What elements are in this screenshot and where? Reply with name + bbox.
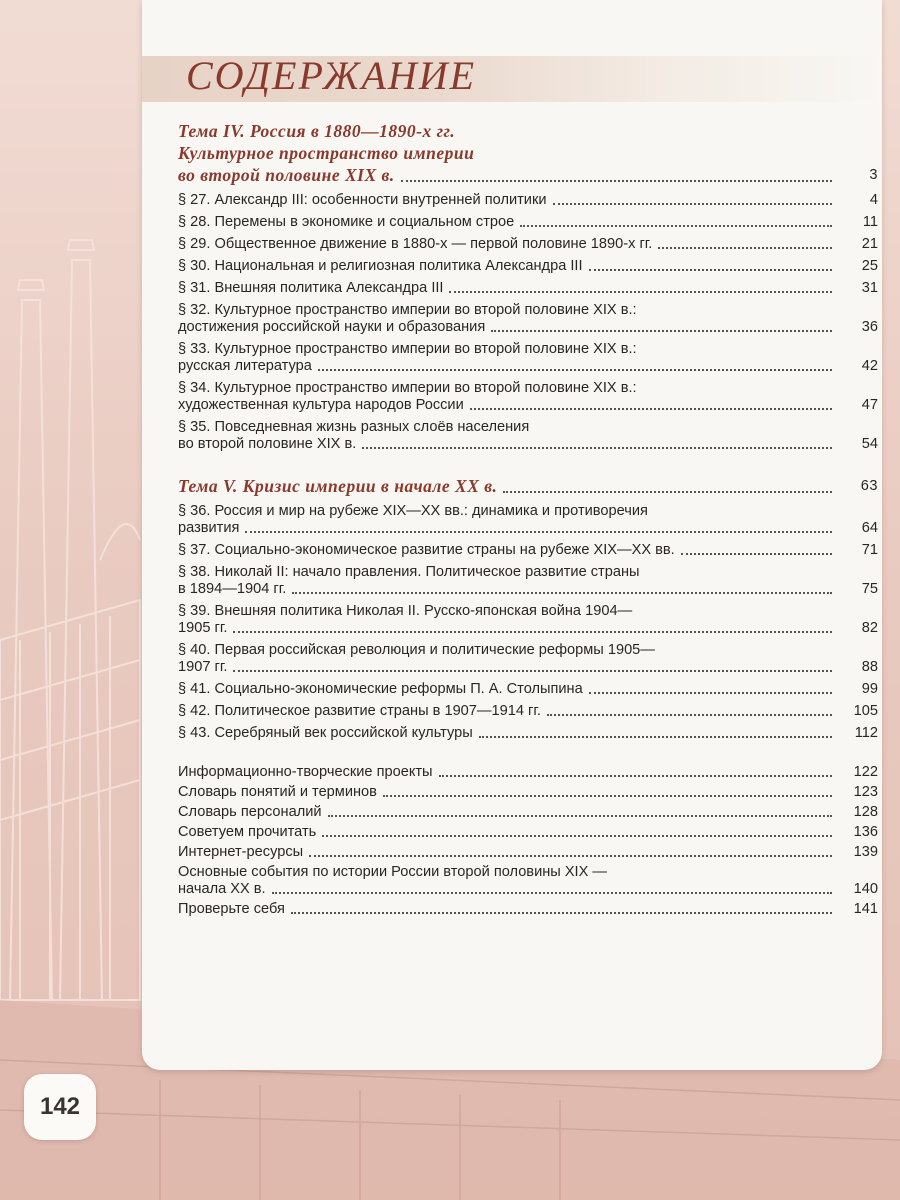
toc-page-number: 21 [861,236,878,252]
toc-leader-dots [449,290,832,293]
toc-section-row[interactable] [178,503,878,537]
toc-page-number: 4 [869,192,878,208]
toc-appendix-row[interactable] [178,824,878,841]
toc-page-number: 136 [853,824,878,840]
toc-entry-text: Словарь понятий и терминов [178,784,377,800]
toc-entry-text: Советуем прочитать [178,824,317,840]
toc-entry-text: в 1894—1904 гг. [178,581,287,597]
toc-leader-dots [309,854,832,857]
toc-section-row[interactable] [178,302,878,336]
toc-entry-text: § 37. Социально-экономическое развитие страны на рубеже XIX—XX вв. [178,542,675,558]
toc-entry-text: развития [178,520,240,536]
toc-leader-dots [383,794,832,797]
toc-page-number: 47 [861,397,878,413]
toc-page-number: 123 [853,784,878,800]
toc-appendix-row[interactable] [178,901,878,918]
toc-section-row[interactable] [178,214,878,231]
toc-page-number: 99 [861,681,878,697]
toc-entry-text: начала XX в. [178,881,266,897]
toc-leader-dots [233,630,832,633]
toc-appendix-row[interactable] [178,804,878,821]
toc-entry-text: русская литература [178,358,312,374]
toc-page-number: 64 [861,520,878,536]
toc-leader-dots [328,814,832,817]
toc-page-number: 141 [853,901,878,917]
toc-entry-text: § 39. Внешняя политика Николая II. Русско-японская война 1904— [178,603,633,619]
toc-page-number: 140 [853,881,878,897]
toc-leader-dots [318,368,832,371]
toc-entry-text: § 35. Повседневная жизнь разных слоёв населения [178,419,530,435]
toc-page-number: 42 [861,358,878,374]
toc-page-number: 128 [853,804,878,820]
toc-leader-dots [681,552,832,555]
toc-page-number: 36 [861,319,878,335]
page-title: СОДЕРЖАНИЕ [186,53,477,98]
toc-leader-dots [547,713,832,716]
toc-leader-dots [553,202,833,205]
toc-section-row[interactable] [178,258,878,275]
toc-section-row[interactable] [178,542,878,559]
toc-entry-text: § 41. Социально-экономические реформы П. А. Столыпина [178,681,583,697]
toc-theme-row[interactable] [178,120,878,186]
toc-section-row[interactable] [178,564,878,598]
toc-page-number: 3 [869,167,878,183]
toc-entry-text: § 29. Общественное движение в 1880-х — первой половине 1890-х гг. [178,236,653,252]
toc-leader-dots [291,911,832,914]
toc-leader-dots [292,591,832,594]
toc-leader-dots [520,224,832,227]
toc-leader-dots [439,774,832,777]
toc-section-row[interactable] [178,725,878,742]
toc-entry-text: Проверьте себя [178,901,285,917]
toc-section-row[interactable] [178,341,878,375]
toc-section-row[interactable] [178,380,878,414]
toc-entry-text: § 42. Политическое развитие страны в 1907—1914 гг. [178,703,541,719]
toc-entry-text: художественная культура народов России [178,397,464,413]
toc-entry-text: § 40. Первая российская революция и политические реформы 1905— [178,642,655,658]
toc-entry-text: § 36. Россия и мир на рубеже XIX—XX вв.: динамика и противоречия [178,503,648,519]
toc-theme-row[interactable] [178,475,878,497]
toc-appendix-row[interactable] [178,864,878,898]
toc-page-number: 71 [861,542,878,558]
toc-entry-text: во второй половине XIX в. [178,436,357,452]
toc-entry-text: Тема IV. Россия в 1880—1890-х гг. [178,121,456,141]
toc-leader-dots [245,530,832,533]
toc-page-number: 31 [861,280,878,296]
table-of-contents [178,120,878,918]
toc-section-row[interactable] [178,642,878,676]
toc-entry-text: § 32. Культурное пространство империи во второй половине XIX в.: [178,302,637,318]
toc-entry-text: 1905 гг. [178,620,228,636]
toc-leader-dots [470,407,832,410]
toc-entry-text: § 43. Серебряный век российской культуры [178,725,473,741]
toc-page-number: 105 [853,703,878,719]
toc-page-number: 25 [861,258,878,274]
toc-entry-text: § 38. Николай II: начало правления. Политическое развитие страны [178,564,640,580]
toc-leader-dots [589,268,832,271]
toc-leader-dots [272,891,832,894]
toc-page-number: 88 [861,659,878,675]
toc-leader-dots [401,179,832,182]
toc-entry-text: § 31. Внешняя политика Александра III [178,280,444,296]
toc-leader-dots [589,691,832,694]
toc-entry-text: § 34. Культурное пространство империи во второй половине XIX в.: [178,380,637,396]
toc-entry-text: Культурное пространство империи [178,143,475,163]
toc-section-row[interactable] [178,703,878,720]
toc-page-number: 75 [861,581,878,597]
toc-page-number: 82 [861,620,878,636]
toc-section-row[interactable] [178,236,878,253]
toc-leader-dots [479,735,832,738]
toc-page-number: 112 [854,725,878,741]
toc-section-row[interactable] [178,681,878,698]
toc-entry-text: достижения российской науки и образования [178,319,486,335]
toc-appendix-row[interactable] [178,844,878,861]
toc-entry-text: Информационно-творческие проекты [178,764,433,780]
toc-page-number: 54 [861,436,878,452]
toc-entry-text: Интернет-ресурсы [178,844,304,860]
toc-entry-text: § 30. Национальная и религиозная политика Александра III [178,258,583,274]
toc-entry-text: Словарь персоналий [178,804,322,820]
toc-page-number: 122 [853,764,878,780]
toc-leader-dots [233,669,832,672]
toc-page-number: 63 [860,478,878,494]
toc-entry-text: 1907 гг. [178,659,228,675]
toc-appendix-row[interactable] [178,784,878,801]
toc-leader-dots [503,490,832,493]
toc-page-number: 11 [862,214,878,230]
contents-panel [142,0,882,1070]
toc-section-row[interactable] [178,192,878,209]
toc-leader-dots [322,834,832,837]
page-number: 142 [24,1074,96,1140]
toc-leader-dots [658,246,832,249]
toc-entry-text: § 27. Александр III: особенности внутренней политики [178,192,547,208]
toc-page-number: 139 [853,844,878,860]
toc-section-row[interactable] [178,419,878,453]
toc-leader-dots [491,329,832,332]
toc-entry-text: Тема V. Кризис империи в начале XX в. [178,476,498,496]
toc-entry-text: § 33. Культурное пространство империи во второй половине XIX в.: [178,341,637,357]
toc-appendix-row[interactable] [178,764,878,781]
toc-section-row[interactable] [178,280,878,297]
toc-entry-text: во второй половине XIX в. [178,165,395,185]
toc-entry-text: § 28. Перемены в экономике и социальном строе [178,214,515,230]
toc-leader-dots [362,446,832,449]
toc-entry-text: Основные события по истории России второй половины XIX — [178,864,607,880]
toc-section-row[interactable] [178,603,878,637]
